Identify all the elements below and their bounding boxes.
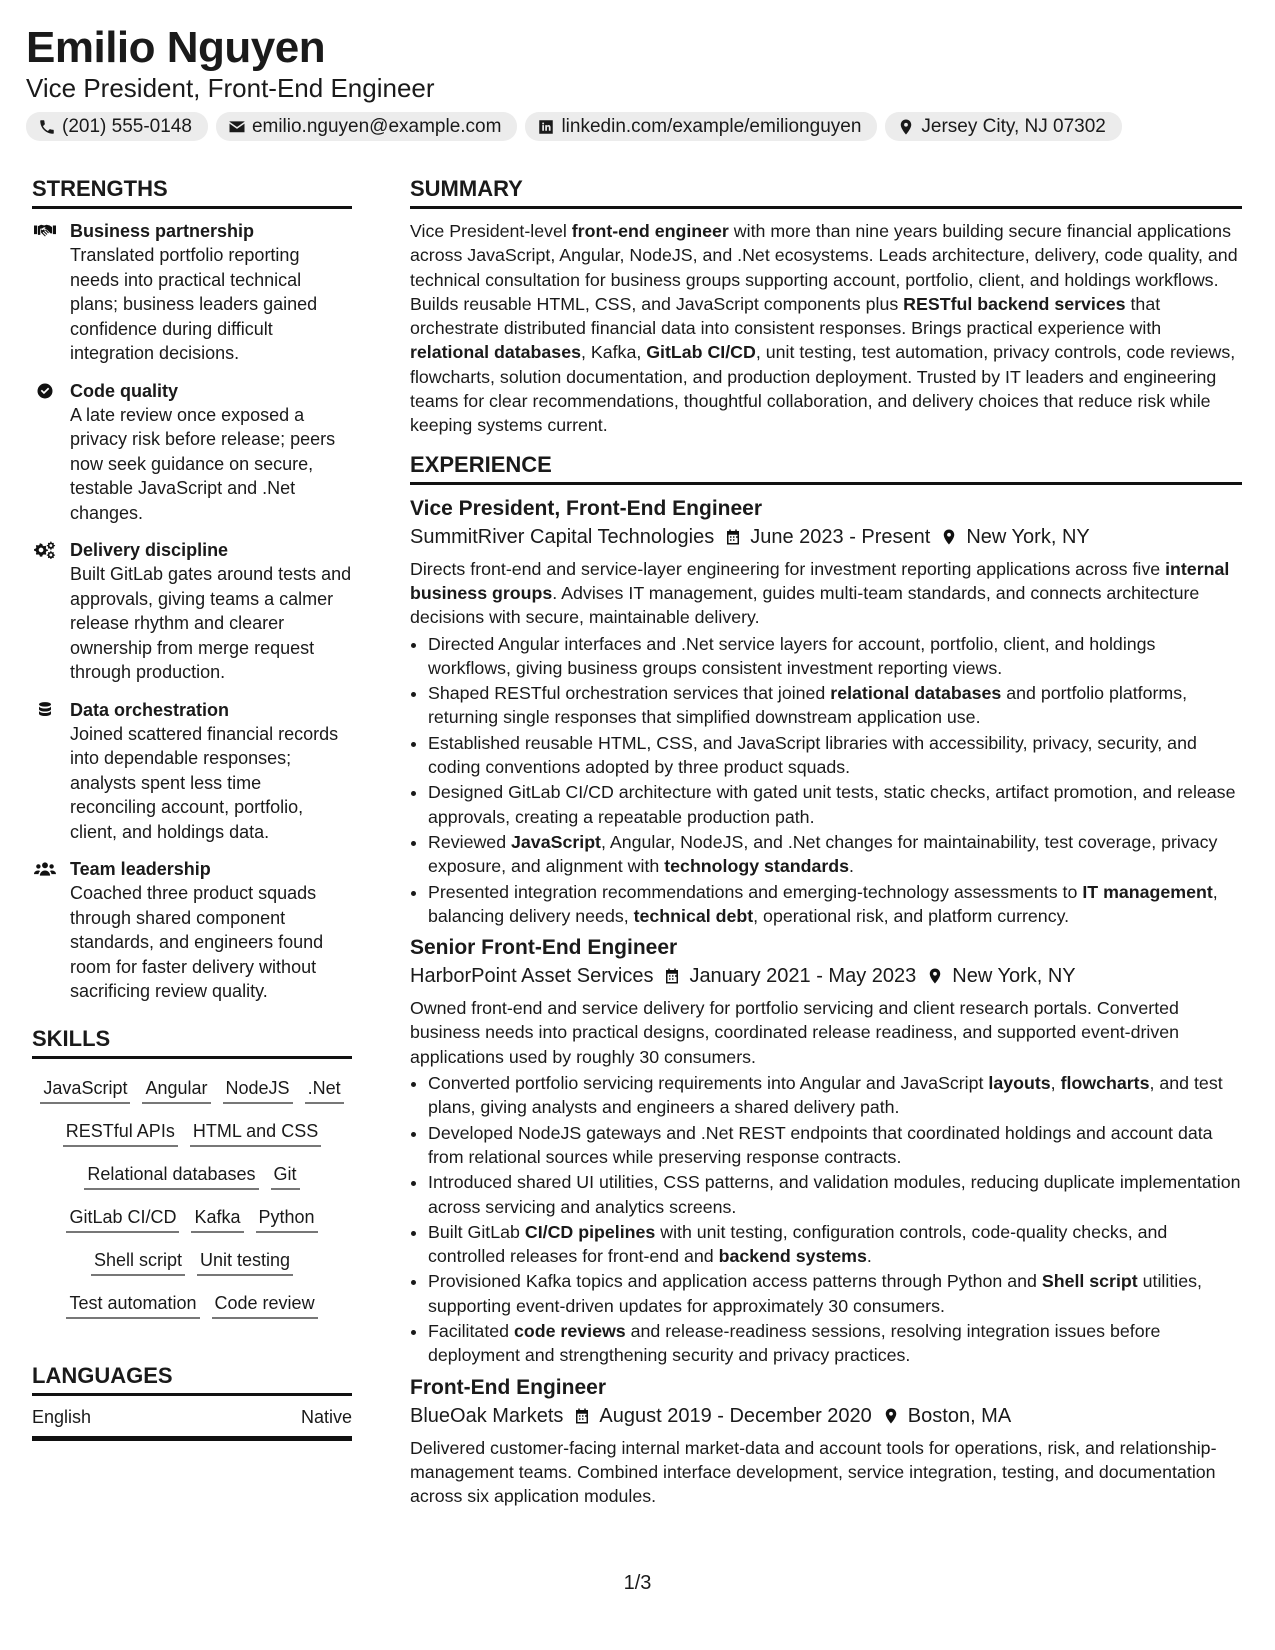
strength-title: Team leadership [70, 859, 211, 879]
text-segment: , and test plans, giving analysts and engineers a shared delivery path. [428, 1073, 1223, 1118]
text-segment: , [1050, 1073, 1061, 1094]
strength-description: Translated portfolio reporting needs into practical technical plans; business leaders gained confidence during difficult integration decisions. [70, 245, 318, 363]
location-icon [940, 527, 958, 547]
bullet-item [428, 681, 1242, 730]
strength-title: Code quality [70, 380, 179, 401]
job-meta [410, 962, 1242, 990]
text-segment: . Advises IT management, guides multi-team standards, and connects architecture decisions with secure, maintainable delivery. [410, 582, 1200, 628]
bold-text: GitLab CI/CD [646, 342, 756, 363]
bold-text: relational databases [830, 683, 1002, 704]
summary-text [410, 219, 1242, 438]
strength-description: Joined scattered financial records into dependable responses; analysts spent less time reconciling account, portfolio, client, and holdings data. [70, 723, 339, 842]
bold-text: Shell script [1041, 1271, 1138, 1292]
users-icon [32, 857, 58, 1004]
language-level: Native [300, 1406, 352, 1427]
job-dates-text: August 2019 - December 2020 [599, 1404, 872, 1427]
handshake-icon [32, 219, 58, 366]
text-segment: and portfolio platforms, returning single responses that simplified downstream application use. [428, 683, 1188, 728]
text-segment: Owned front-end and service delivery for portfolio servicing and client research portals. Converted business needs into practical designs, coordinated release readiness, and supported event-driven applications used by roughly 30 consumers. [410, 998, 1180, 1067]
job-meta [410, 523, 1242, 551]
bold-text: relational databases [410, 342, 581, 363]
text-segment: Designed GitLab CI/CD architecture with gated unit tests, static checks, artifact promotion, and release approvals, creating a repeatable production path. [428, 782, 1236, 827]
contact-text: emilio.nguyen@example.com [251, 116, 502, 137]
calendar-icon [724, 527, 742, 547]
person-name: Emilio Nguyen [26, 23, 326, 72]
strength-description: Built GitLab gates around tests and approvals, giving teams a calmer release rhythm and clearer ownership from merge request through production. [70, 564, 352, 682]
strength-description: Coached three product squads through shared component standards, and engineers found room for faster delivery without sacrificing review quality. [70, 883, 324, 1001]
skill-tag: Kafka [191, 1206, 243, 1233]
bullet-item [428, 632, 1242, 681]
strength-body [70, 698, 352, 845]
job-meta [410, 1402, 1242, 1430]
job-dates-text: January 2021 - May 2023 [689, 965, 917, 988]
job-title: Front-End Engineer [410, 1375, 606, 1399]
strengths-heading: STRENGTHS [32, 176, 352, 209]
text-segment: , unit testing, test automation, privacy controls, code reviews, flowcharts, solution documentation, and production deployment. Trusted by IT leaders and engineering teams for clear recommendations, thoughtful collaboration, and delivery choices that reduce risk while keeping systems current. [410, 342, 1236, 436]
text-segment: . [849, 856, 854, 877]
job-entry [410, 495, 1242, 928]
page-number: 1/3 [623, 1572, 652, 1594]
bullet-item [428, 731, 1242, 780]
phone-icon [38, 118, 56, 136]
text-segment: , operational risk, and platform currency. [753, 905, 1070, 926]
strength-title: Data orchestration [70, 699, 230, 720]
database-icon [32, 698, 58, 845]
job-company: HarborPoint Asset Services [410, 965, 654, 988]
contact-chip[interactable] [885, 112, 1121, 141]
text-segment: Developed NodeJS gateways and .Net REST endpoints that coordinated holdings and account data from relational sources while preserving response contracts. [428, 1122, 1213, 1167]
bullet-item [428, 830, 1242, 879]
bold-text: layouts [988, 1073, 1051, 1094]
skills-list [32, 1073, 352, 1333]
strength-body [70, 219, 352, 366]
strength-item [32, 219, 352, 366]
bullet-item [428, 1319, 1242, 1368]
text-segment: Directed Angular interfaces and .Net service layers for account, portfolio, client, and holdings workflows, giving business groups consistent investment reporting views. [428, 633, 1156, 678]
right-column [410, 176, 1242, 1508]
text-segment: and release-readiness sessions, resolving integration issues before deployment and strengthening security and privacy practices. [428, 1320, 1161, 1366]
job-description [410, 557, 1242, 630]
job-bullets [410, 1071, 1242, 1368]
contact-chip[interactable] [216, 112, 518, 141]
strength-description: A late review once exposed a privacy risk before release; peers now seek guidance on secure, testable JavaScript and .Net changes. [70, 404, 336, 523]
job-company: BlueOak Markets [410, 1404, 564, 1427]
text-segment: Presented integration recommendations and emerging-technology assessments to [428, 881, 1083, 902]
bold-text: technology standards [664, 856, 850, 877]
text-segment: Converted portfolio servicing requirements into Angular and JavaScript [428, 1073, 989, 1094]
job-entry [410, 934, 1242, 1367]
text-segment: Vice President-level [410, 221, 572, 241]
skill-tag: JavaScript [40, 1077, 130, 1104]
strength-body [70, 857, 352, 1004]
text-segment: that orchestrate distributed financial data into consistent responses. Brings practical experience with [410, 293, 1162, 339]
bold-text: backend systems [718, 1246, 867, 1267]
text-segment: Built GitLab [428, 1221, 525, 1242]
bold-text: JavaScript [511, 831, 601, 852]
text-segment: , Kafka, [580, 342, 647, 363]
text-segment: with unit testing, configuration controls, code-quality checks, and controlled releases for front-end and [428, 1221, 1168, 1267]
strength-item [32, 698, 352, 845]
experience-list [410, 495, 1242, 1509]
text-segment: Facilitated [428, 1320, 514, 1341]
text-segment: Established reusable HTML, CSS, and JavaScript libraries with accessibility, privacy, security, and coding conventions adopted by three product squads. [428, 732, 1197, 778]
job-dates [663, 962, 916, 990]
job-location [940, 523, 1089, 551]
language-row [32, 1396, 352, 1441]
strength-item [32, 379, 352, 526]
text-segment: , balancing delivery needs, [428, 881, 1218, 926]
skill-tag: Git [271, 1163, 300, 1190]
job-title: Vice President, Front-End Engineer [410, 496, 763, 520]
strength-item [32, 538, 352, 685]
envelope-icon [228, 118, 246, 136]
text-segment: , Angular, NodeJS, and .Net changes for maintainability, test coverage, privacy exposure, and alignment with [428, 831, 1218, 877]
experience-heading: EXPERIENCE [410, 452, 1242, 485]
contact-chip[interactable] [26, 112, 208, 141]
skill-tag: Relational databases [84, 1163, 258, 1190]
skills-heading: SKILLS [32, 1026, 352, 1059]
location-icon [882, 1406, 900, 1426]
contact-text: Jersey City, NJ 07302 [921, 116, 1106, 137]
strength-title: Business partnership [70, 221, 255, 241]
job-dates [573, 1402, 871, 1430]
linkedin-icon [537, 118, 555, 136]
job-title: Senior Front-End Engineer [410, 936, 678, 960]
resume-header [26, 22, 1249, 141]
job-bullets [410, 632, 1242, 929]
skill-tag: Python [256, 1206, 318, 1233]
bold-text: front-end engineer [571, 221, 729, 241]
contact-text: linkedin.com/example/emilionguyen [561, 116, 862, 137]
job-location-text: New York, NY [952, 965, 1076, 988]
location-icon [897, 118, 915, 136]
bold-text: IT management [1082, 881, 1213, 902]
text-segment: Provisioned Kafka topics and application access patterns through Python and [428, 1271, 1042, 1292]
calendar-icon [663, 966, 681, 986]
skill-tag: RESTful APIs [63, 1120, 178, 1147]
strengths-list [32, 219, 352, 1004]
text-segment: utilities, supporting event-driven updates for approximately 30 consumers. [428, 1271, 1202, 1316]
text-segment: with more than nine years building secure financial applications across JavaScript, Angular, NodeJS, and .Net ecosystems. Leads architecture, delivery, code quality, and technical consultation for business groups supporting account, portfolio, client, and holdings workflows. Builds reusable HTML, CSS, and JavaScript components plus [410, 221, 1238, 314]
contact-text: (201) 555-0148 [62, 116, 192, 137]
bullet-item [428, 1220, 1242, 1269]
job-location [882, 1402, 1011, 1430]
skill-tag: Unit testing [197, 1249, 293, 1276]
bold-text: internal business groups [410, 558, 1230, 603]
text-segment: Shaped RESTful orchestration services that joined [428, 683, 831, 704]
bullet-item [428, 1071, 1242, 1120]
strength-body [70, 379, 352, 526]
bullet-item [428, 1269, 1242, 1318]
contact-chip[interactable] [525, 112, 877, 141]
gears-icon [32, 538, 58, 685]
calendar-icon [573, 1406, 591, 1426]
skill-tag: Shell script [91, 1249, 185, 1276]
text-segment: Reviewed [428, 831, 512, 852]
bullet-item [428, 1170, 1242, 1219]
job-entry [410, 1374, 1242, 1509]
languages-list [32, 1396, 352, 1441]
job-location-text: Boston, MA [907, 1404, 1012, 1427]
bullet-item [428, 780, 1242, 829]
strength-item [32, 857, 352, 1004]
job-dates [724, 523, 930, 551]
languages-heading: LANGUAGES [32, 1363, 352, 1396]
skill-tag: HTML and CSS [190, 1120, 321, 1147]
strength-title: Delivery discipline [70, 540, 229, 560]
language-name: English [32, 1406, 92, 1427]
bullet-item [428, 1121, 1242, 1170]
strength-body [70, 538, 352, 685]
job-dates-text: June 2023 - Present [750, 525, 931, 548]
text-segment: . [866, 1246, 872, 1267]
job-description [410, 996, 1242, 1069]
skill-tag: Test automation [66, 1292, 199, 1319]
job-company: SummitRiver Capital Technologies [410, 525, 715, 548]
bold-text: technical debt [633, 905, 754, 926]
person-role: Vice President, Front-End Engineer [26, 73, 435, 103]
text-segment: Directs front-end and service-layer engineering for investment reporting applications across five [410, 558, 1166, 579]
bold-text: CI/CD pipelines [524, 1221, 656, 1242]
text-segment: Delivered customer-facing internal market-data and account tools for operations, risk, and relationship-management teams. Combined interface development, service integration, testing, and documentation across six application modules. [410, 1437, 1217, 1507]
skill-tag: Angular [142, 1077, 210, 1104]
bold-text: RESTful backend services [903, 293, 1126, 314]
check-circle-icon [32, 379, 58, 526]
location-icon [926, 966, 944, 986]
skill-tag: Code review [212, 1292, 318, 1319]
left-column [32, 176, 352, 1441]
job-location [926, 962, 1075, 990]
skill-tag: GitLab CI/CD [66, 1206, 179, 1233]
skill-tag: .Net [305, 1077, 344, 1104]
bullet-item [428, 880, 1242, 929]
bold-text: flowcharts [1060, 1073, 1150, 1094]
job-location-text: New York, NY [966, 525, 1090, 548]
text-segment: Introduced shared UI utilities, CSS patterns, and validation modules, reducing duplicate implementation across servicing and analytics screens. [428, 1172, 1241, 1217]
bold-text: code reviews [513, 1320, 626, 1341]
job-description [410, 1436, 1242, 1509]
skill-tag: NodeJS [223, 1077, 293, 1104]
summary-heading: SUMMARY [410, 176, 1242, 209]
contact-bar [26, 112, 1249, 141]
